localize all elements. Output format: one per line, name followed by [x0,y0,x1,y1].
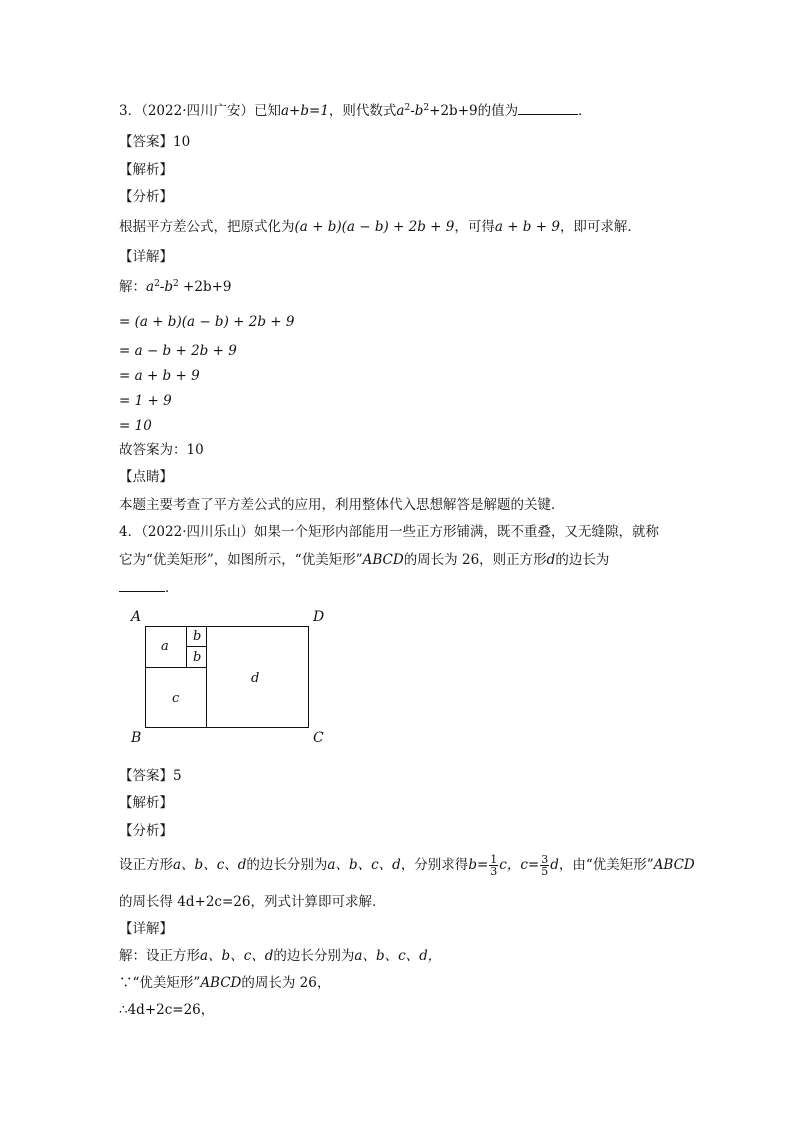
solution-lead: 解： [119,279,146,295]
answer-value: 10 [173,134,191,150]
q3-detail-tag: 【详解】 [119,249,173,265]
fraction-three-fifths [540,854,549,877]
answer-tag: 【答案】 [119,768,173,784]
square-b2-label: b [193,650,202,665]
stem-var: ABCD [362,552,404,568]
detail-var: ABCD [200,975,242,991]
answer-blank [518,100,578,115]
q4-fenxi-line1 [119,852,695,878]
formula-part: b= [468,857,489,873]
q3-final: 故答案为：10 [119,442,204,458]
q4-stem-line1 [119,522,659,542]
expr-part: a [396,103,405,119]
q3-fenxi-tag: 【分析】 [119,189,173,205]
formula-part: c [499,857,507,873]
stem-text: 的周长为 26，则正方形 [403,552,547,568]
corner-d-label: D [313,609,325,625]
solution-step: = 10 [119,418,152,434]
question-number: 4． [119,524,142,540]
stem-text: 已知 [254,103,281,119]
q3-stem: 3．（2022·四川广安）已知a+b=1，则代数式$a^2-b^2+2b+9$的值为 ． [119,100,592,121]
condition: a+b=1 [281,103,329,119]
question-source: （2022·四川广安） [141,103,254,119]
fenxi-vars: a、b、c、d [173,857,247,873]
q3-answer [119,132,190,152]
expr-part: +2b+9的值为 [429,103,519,119]
fenxi-vars: a、b、c、d [327,857,401,873]
corner-a-label: A [131,609,142,625]
fenxi-text: 根据平方差公式，把原式化为 [119,219,295,235]
q3-comment-tag: 【点睛】 [119,469,173,485]
fenxi-text: 的边长分别为 [246,857,328,873]
stem-text: ，则代数式 [328,103,397,119]
expr-part: a [146,279,155,295]
detail-text: 解：设正方形 [119,948,200,964]
fenxi-text: ，分别求得 [400,857,469,873]
q4-answer [119,766,182,786]
expr-part: -b [410,103,424,119]
fraction-denominator: 3 [490,865,498,878]
detail-vars: a、b、c、d， [354,948,442,964]
fenxi-text: ，由“优美矩形” [558,857,654,873]
fraction-numerator: 1 [490,853,498,866]
corner-b-label: B [131,730,142,746]
stem-text: 如果一个矩形内部能用一些正方形铺满，既不重叠，又无缝隙，就称 [254,524,659,540]
stem-text: 它为“优美矩形”，如图所示，“优美矩形” [119,552,363,568]
q4-fenxi-line2: 的周长得 4d+2c=26，列式计算即可求解． [119,894,386,910]
q4-detail-line2 [119,973,330,993]
formula-part: d [550,857,559,873]
q4-stem-line2 [119,550,609,570]
expr-part: +2b+9 [178,279,232,295]
fenxi-text: 设正方形 [119,857,173,873]
q4-stem-line3 [119,577,179,598]
detail-vars: a、b、c、d [200,948,274,964]
question-number: 3． [119,103,142,119]
solution-step: = a − b + 2b + 9 [119,343,237,359]
corner-c-label: C [313,730,324,746]
square-b1-label: b [193,629,202,644]
fraction-denominator: 5 [541,865,549,878]
stem-var: d [546,552,556,568]
detail-text: 的边长分别为 [273,948,355,964]
q4-fenxi-tag: 【分析】 [119,823,173,839]
fraction-one-third [489,854,498,877]
formula: a + b + 9 [494,219,560,235]
solution-step: = (a + b)(a − b) + 2b + 9 [119,314,295,330]
q4-detail-line3: ∴4d+2c=26， [119,1002,215,1018]
q3-solution-lead: 解：$a^2-b^2 +2b+9$ [119,279,232,295]
question-source: （2022·四川乐山） [141,524,254,540]
detail-text: 的周长为 26， [241,975,331,991]
fenxi-text: ，即可求解． [559,219,641,235]
square-d-label: d [251,671,260,686]
formula: (a + b)(a − b) + 2b + 9 [294,219,455,235]
q4-detail-line1 [119,946,441,966]
stem-text: 的边长为 [555,552,610,568]
square-a-label: a [161,639,169,654]
fenxi-var: ABCD [653,857,695,873]
stem-tail: ． [578,103,592,119]
answer-value: 5 [173,768,182,784]
solution-step: = a + b + 9 [119,368,200,384]
formula-part: ，c= [506,857,540,873]
answer-blank [119,577,165,592]
expr-part: -b [159,279,174,295]
q3-fenxi [119,217,641,237]
solution-step: = 1 + 9 [119,393,172,409]
q4-detail-tag: 【详解】 [119,921,173,937]
fenxi-text: ，可得 [454,219,495,235]
stem-tail: ． [165,580,179,596]
answer-tag: 【答案】 [119,134,173,150]
q3-comment: 本题主要考查了平方差公式的应用，利用整体代入思想解答是解题的关键． [119,497,565,513]
fraction-numerator: 3 [541,853,549,866]
q4-analysis-tag: 【解析】 [119,795,173,811]
square-c-label: c [172,691,180,706]
q3-analysis-tag: 【解析】 [119,162,173,178]
detail-text: ∵“优美矩形” [119,975,201,991]
